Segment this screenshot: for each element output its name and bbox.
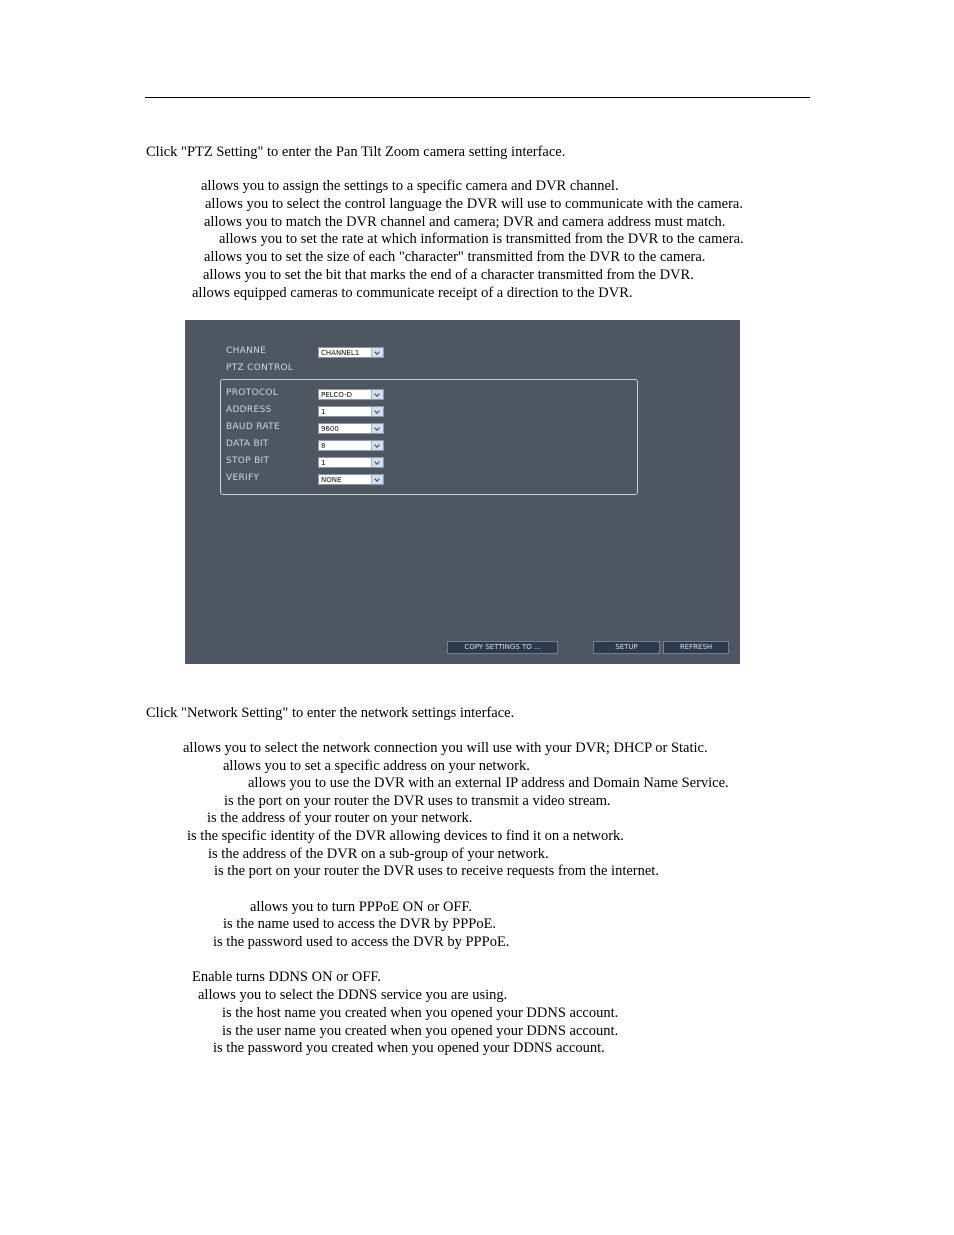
baud-rate-value: 9600 — [321, 425, 339, 433]
verify-value: NONE — [321, 476, 342, 484]
ptz-line-stop-bit: allows you to set the bit that marks the end of a character transmitted from the DVR. — [203, 267, 694, 283]
network-intro: Click "Network Setting" to enter the network settings interface. — [146, 705, 515, 721]
address-value: 1 — [321, 408, 326, 416]
pppoe-line-password: is the password used to access the DVR by PPPoE. — [213, 934, 510, 950]
pppoe-line-user: is the name used to access the DVR by PPPoE. — [223, 916, 497, 932]
network-line-external: allows you to use the DVR with an external IP address and Domain Name Service. — [248, 775, 729, 791]
chevron-down-icon — [371, 348, 383, 357]
verify-label: VERIFY — [226, 473, 260, 483]
chevron-down-icon — [371, 407, 383, 416]
ddns-line-password: is the password you created when you opened your DDNS account. — [213, 1040, 605, 1056]
ddns-line-enable: Enable turns DDNS ON or OFF. — [192, 969, 381, 985]
channel-select[interactable] — [318, 347, 384, 358]
chevron-down-icon — [371, 458, 383, 467]
stop-bit-value: 1 — [321, 459, 326, 467]
setup-button[interactable]: SETUP — [593, 641, 660, 654]
ptz-line-protocol: allows you to select the control language the DVR will use to communicate with the camera. — [205, 196, 743, 212]
header-rule — [145, 97, 810, 98]
network-line-media-port: is the port on your router the DVR uses to transmit a video stream. — [224, 793, 611, 809]
ptz-line-baud-rate: allows you to set the rate at which information is transmitted from the DVR to the camera. — [219, 231, 744, 247]
chevron-down-icon — [371, 475, 383, 484]
refresh-button[interactable]: REFRESH — [663, 641, 729, 654]
ddns-line-host: is the host name you created when you opened your DDNS account. — [222, 1005, 619, 1021]
channel-value: CHANNEL1 — [321, 349, 360, 357]
address-label: ADDRESS — [226, 405, 272, 415]
protocol-label: PROTOCOL — [226, 388, 279, 398]
stop-bit-select[interactable] — [318, 457, 384, 468]
ptz-line-channel: allows you to assign the settings to a specific camera and DVR channel. — [201, 178, 619, 194]
ptz-intro: Click "PTZ Setting" to enter the Pan Tilt Zoom camera setting interface. — [146, 144, 566, 160]
stop-bit-label: STOP BIT — [226, 456, 270, 466]
network-line-ip-address: is the specific identity of the DVR allowing devices to find it on a network. — [187, 828, 624, 844]
chevron-down-icon — [371, 441, 383, 450]
data-bit-select[interactable] — [318, 440, 384, 451]
network-line-connection: allows you to select the network connection you will use with your DVR; DHCP or Static. — [183, 740, 708, 756]
ptz-line-data-bit: allows you to set the size of each "character" transmitted from the DVR to the camera. — [204, 249, 706, 265]
copy-settings-button[interactable]: COPY SETTINGS TO ... — [447, 641, 558, 654]
pppoe-line-enable: allows you to turn PPPoE ON or OFF. — [250, 899, 473, 915]
network-line-web-port: is the port on your router the DVR uses to receive requests from the internet. — [214, 863, 659, 879]
ptz-line-verify: allows equipped cameras to communicate receipt of a direction to the DVR. — [192, 285, 633, 301]
protocol-value: PELCO-D — [321, 391, 353, 399]
network-line-subnet: is the address of the DVR on a sub-group of your network. — [208, 846, 549, 862]
data-bit-value: 8 — [321, 442, 326, 450]
ptz-control-group — [220, 379, 638, 495]
chevron-down-icon — [371, 390, 383, 399]
channel-label: CHANNE — [226, 346, 267, 356]
data-bit-label: DATA BIT — [226, 439, 269, 449]
ptz-control-label: PTZ CONTROL — [226, 363, 294, 373]
network-line-gateway: is the address of your router on your network. — [207, 810, 473, 826]
chevron-down-icon — [371, 424, 383, 433]
protocol-select[interactable] — [318, 389, 384, 400]
ddns-line-user: is the user name you created when you opened your DDNS account. — [222, 1023, 619, 1039]
verify-select[interactable] — [318, 474, 384, 485]
ddns-line-service: allows you to select the DDNS service you are using. — [198, 987, 508, 1003]
baud-rate-label: BAUD RATE — [226, 422, 280, 432]
address-select[interactable] — [318, 406, 384, 417]
ptz-line-address: allows you to match the DVR channel and camera; DVR and camera address must match. — [204, 214, 726, 230]
baud-rate-select[interactable] — [318, 423, 384, 434]
network-line-static-ip: allows you to set a specific address on your network. — [223, 758, 530, 774]
